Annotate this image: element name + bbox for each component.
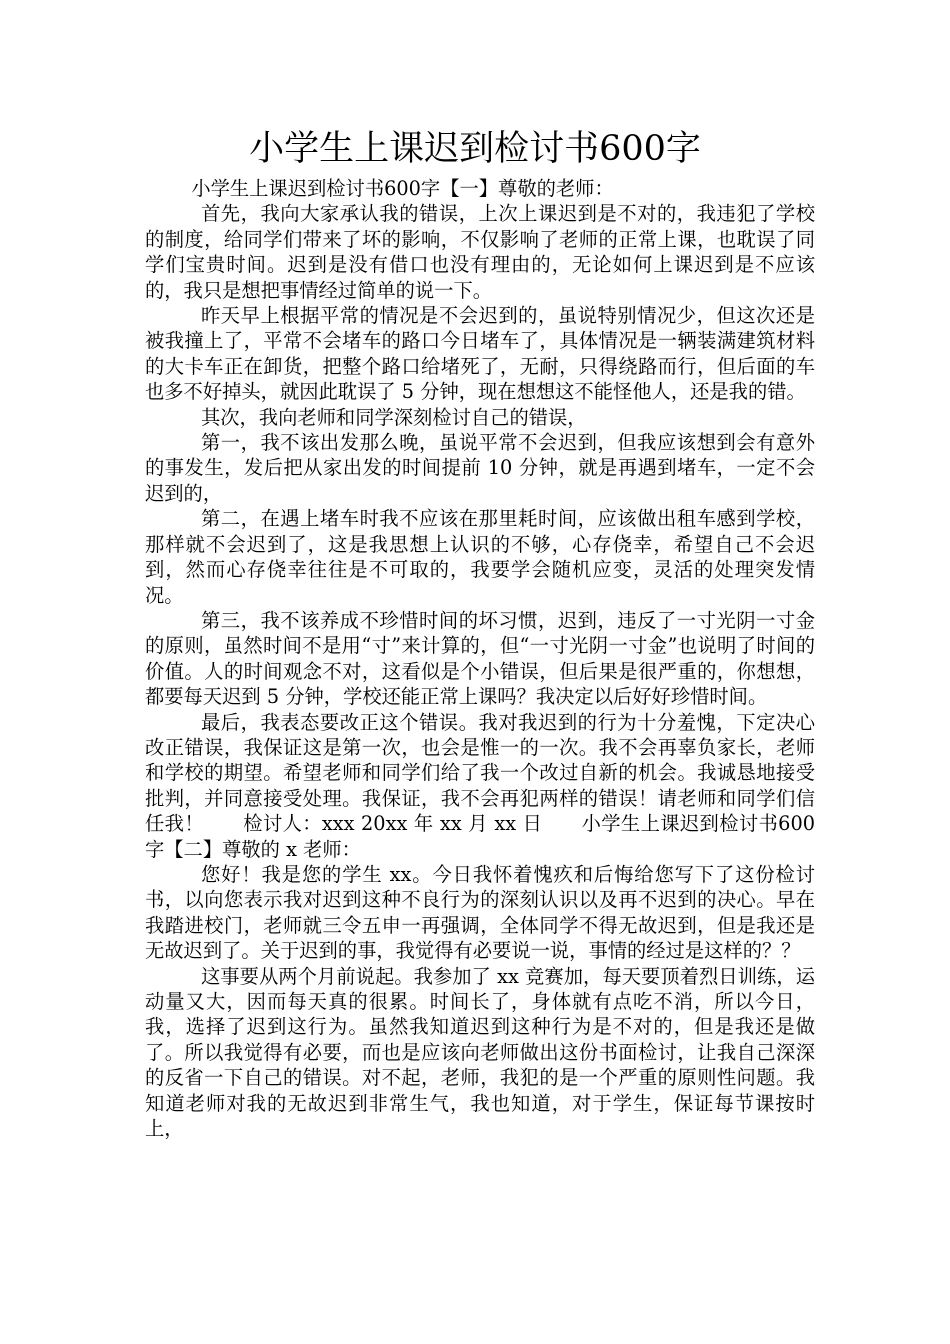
paragraph: 这事要从两个月前说起。我参加了 xx 竞赛加，每天要顶着烈日训练，运动量又大，因而每天真的很累。时间长了，身体就有点吃不消，所以今日，我，选择了迟到这行为。虽然我知道迟到这种行为是不对的，但是我还是做了。所以我觉得有必要，而也是应该向老师做出这份书面检讨，让我自己深深的反省一下自己的错误。对不起，老师，我犯的是一个严重的原则性问题。我知道老师对我的无故迟到非常生气，我也知道，对于学生，保证每节课按时上， <box>145 964 815 1141</box>
paragraph: 昨天早上根据平常的情况是不会迟到的，虽说特别情况少，但这次还是被我撞上了，平常不会堵车的路口今日堵车了，具体情况是一辆装满建筑材料的大卡车正在卸货，把整个路口给堵死了，无耐，只得绕路而行，但后面的车也多不好掉头，就因此耽误了 5 分钟，现在想想这不能怪他人，还是我的错。 <box>145 304 815 404</box>
paragraph: 第一，我不该出发那么晚，虽说平常不会迟到，但我应该想到会有意外的事发生，发后把从家出发的时间提前 10 分钟，就是再遇到堵车，一定不会迟到的， <box>145 431 815 505</box>
paragraph: 其次，我向老师和同学深刻检讨自己的错误， <box>200 405 587 429</box>
document-title: 小学生上课迟到检讨书600字 <box>249 129 701 169</box>
paragraph-intro: 小学生上课迟到检讨书600字【一】尊敬的老师： <box>191 177 614 200</box>
paragraph: 您好！我是您的学生 xx。今日我怀着愧疚和后悔给您写下了这份检讨书，以向您表示我对迟到这种不良行为的深刻认识以及再不迟到的决心。早在我踏进校门，老师就三令五申一再强调，全体同学不得无故迟到，但是我还是无故迟到了。关于迟到的事，我觉得有必要说一说，事情的经过是这样的？？ <box>145 862 815 963</box>
paragraph: 第三，我不该养成不珍惜时间的坏习惯，迟到，违反了一寸光阴一寸金的原则，虽然时间不是用“寸”来计算的，但“一寸光阴一寸金”也说明了时间的价值。人的时间观念不对，这看似是个小错误，但后果是很严重的，你想想，都要每天迟到 5 分钟，学校还能正常上课吗？我决定以后好好珍惜时间。 <box>145 608 815 709</box>
document-body <box>145 176 815 1141</box>
paragraph: 首先，我向大家承认我的错误，上次上课迟到是不对的，我违犯了学校的制度，给同学们带来了坏的影响，不仅影响了老师的正常上课，也耽误了同学们宝贵时间。迟到是没有借口也没有理由的，无论如何上课迟到是不应该的，我只是想把事情经过简单的说一下。 <box>145 202 815 302</box>
paragraph: 第二，在遇上堵车时我不应该在那里耗时间，应该做出租车感到学校，那样就不会迟到了，这是我思想上认识的不够，心存侥幸，希望自己不会迟到，然而心存侥幸往往是不可取的，我要学会随机应变，灵活的处理突发情况。 <box>145 507 815 607</box>
paragraph: 最后，我表态要改正这个错误。我对我迟到的行为十分羞愧，下定决心改正错误，我保证这是第一次，也会是惟一的一次。我不会再辜负家长，老师和学校的期望。希望老师和同学们给了我一个改过自新的机会。我诚恳地接受批判，并同意接受处理。我保证，我不会再犯两样的错误！请老师和同学们信任我！ 检讨人：xxx 20xx 年 xx 月 xx 日 小学生上课迟到检讨书600字【二】尊敬的 x 老师： <box>145 710 815 861</box>
